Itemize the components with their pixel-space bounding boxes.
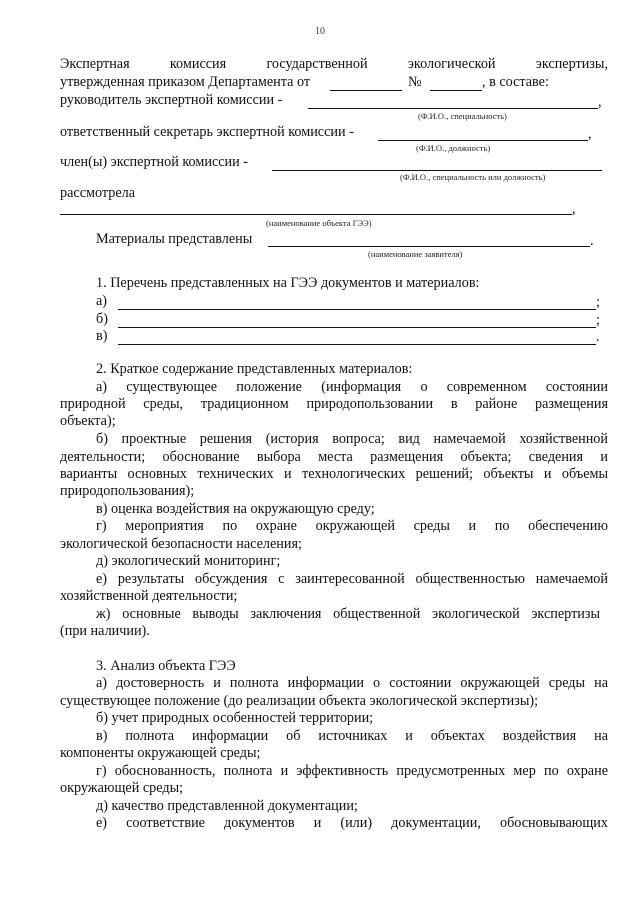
page-number: 10 [315, 26, 325, 37]
number-sign: № [408, 74, 422, 90]
section2-d: д) экологический мониторинг; [96, 553, 281, 569]
secretary-label: ответственный секретарь экспертной комиссии - [60, 124, 354, 140]
section2-b-line3: варианты основных технических и технологических решений; объекты и объемы [60, 466, 608, 482]
section3-d: д) качество представленной документации; [96, 798, 358, 814]
head-comma: , [598, 94, 602, 110]
applicant-dot: . [590, 233, 594, 249]
applicant-blank [268, 246, 590, 247]
section1-blank-c [118, 344, 596, 345]
section1-item-c: в) [96, 328, 108, 344]
section1-end-c: . [596, 329, 600, 345]
section2-g-line1: г) мероприятия по охране окружающей среды и по обеспечению [96, 518, 608, 534]
in-composition-text: , в составе: [482, 74, 549, 90]
section1-item-a: а) [96, 293, 108, 309]
section2-v: в) оценка воздействия на окружающую среду; [96, 501, 375, 517]
section1-title: 1. Перечень представленных на ГЭЭ документов и материалов: [96, 275, 480, 291]
section2-a-line1: а) существующее положение (информация о современном состоянии [96, 379, 608, 395]
section2-e-line1: е) результаты обсуждения с заинтересованной общественностью намечаемой [96, 571, 608, 587]
commission-line: Экспертная комиссия государственной экологической экспертизы, [60, 56, 608, 72]
section2-a-line3: объекта); [60, 413, 116, 429]
approved-by-text: утвержденная приказом Департамента от [60, 74, 311, 90]
reviewed-text: рассмотрела [60, 185, 136, 201]
materials-label: Материалы представлены [96, 231, 253, 247]
head-label: руководитель экспертной комиссии - [60, 92, 283, 108]
section2-zh-line1: ж) основные выводы заключения общественной экологической экспертизы [96, 606, 600, 622]
members-label: член(ы) экспертной комиссии - [60, 154, 248, 170]
head-blank [308, 108, 598, 109]
section3-v-line1: в) полнота информации об источниках и объектах воздействия на [96, 728, 608, 744]
section2-title: 2. Краткое содержание представленных материалов: [96, 361, 413, 377]
section2-b-line4: природопользования); [60, 483, 195, 499]
applicant-hint: (наименование заявителя) [368, 249, 463, 259]
object-hint: (наименование объекта ГЭЭ) [266, 218, 372, 228]
section1-blank-b [118, 327, 596, 328]
section2-zh-line2: (при наличии). [60, 623, 150, 639]
section1-end-a: ; [596, 294, 600, 310]
section1-blank-a [118, 309, 596, 310]
section3-a-line2: существующее положение (до реализации объекта экологической экспертизы); [60, 693, 539, 709]
secretary-hint: (Ф.И.О., должность) [416, 143, 491, 153]
section2-e-line2: хозяйственной деятельности; [60, 588, 238, 604]
secretary-blank [378, 140, 588, 141]
section3-v-line2: компоненты окружающей среды; [60, 745, 261, 761]
head-hint: (Ф.И.О., специальность) [418, 111, 507, 121]
members-blank [272, 170, 602, 171]
secretary-comma: , [588, 126, 592, 142]
section2-b-line1: б) проектные решения (история вопроса; вид намечаемой хозяйственной [96, 431, 608, 447]
order-number-blank [430, 90, 482, 91]
section1-end-b: ; [596, 312, 600, 328]
section3-a-line1: а) достоверность и полнота информации о состоянии окружающей среды на [96, 675, 608, 691]
date-blank [330, 90, 402, 91]
object-comma: , [572, 201, 576, 217]
section3-e-line1: е) соответствие документов и (или) документации, обосновывающих [96, 815, 608, 831]
section2-g-line2: экологической безопасности населения; [60, 536, 302, 552]
section2-b-line2: деятельности; обоснование выбора места размещения объекта; сведения и [60, 449, 608, 465]
object-blank [60, 214, 572, 215]
section3-g-line1: г) обоснованность, полнота и эффективность предусмотренных мер по охране [96, 763, 608, 779]
members-hint: (Ф.И.О., специальность или должность) [400, 172, 546, 182]
section2-a-line2: природной среды, традиционном природопользовании в районе размещения [60, 396, 608, 412]
section3-g-line2: окружающей среды; [60, 780, 184, 796]
section3-b: б) учет природных особенностей территории; [96, 710, 374, 726]
section3-title: 3. Анализ объекта ГЭЭ [96, 658, 236, 674]
section1-item-b: б) [96, 311, 108, 327]
